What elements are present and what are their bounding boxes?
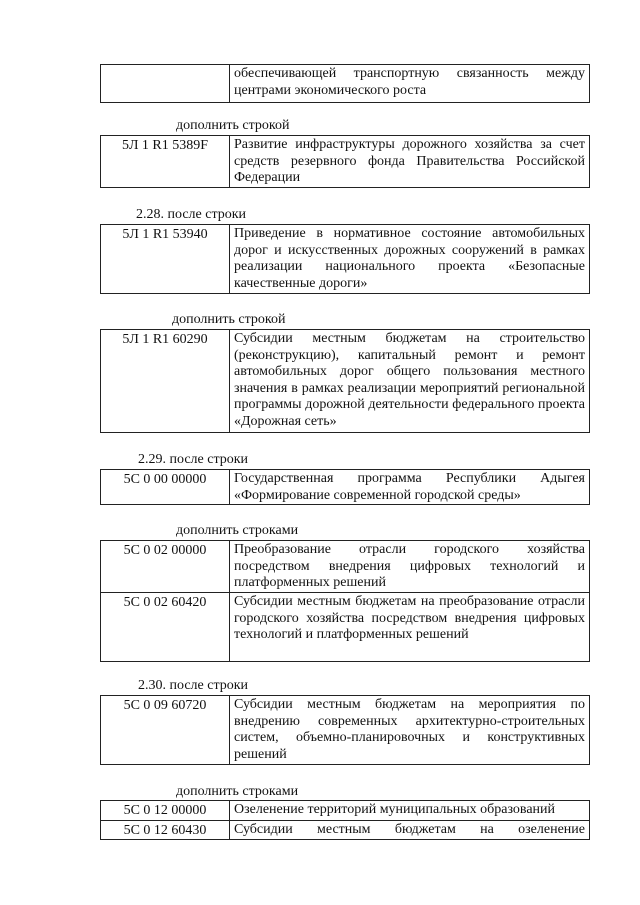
table-row [101, 801, 590, 821]
code-cell: 5Л 1 R1 5389F [101, 136, 230, 188]
description-cell: Государственная программа Республики Адыгея «Формирование современной городской среды» [230, 470, 590, 505]
description-cell: Преобразование отрасли городского хозяйства посредством внедрения цифровых технологий и платформенных решений [230, 541, 590, 593]
description-cell: Субсидии местным бюджетам на мероприятия по внедрению современных архитектурно-строительных систем, объемно-планировочных и конструктивных решений [230, 696, 590, 765]
budget-table [100, 329, 590, 433]
code-cell [101, 65, 230, 103]
code-cell: 5С 0 12 00000 [101, 801, 230, 821]
budget-table-continuation [100, 64, 590, 103]
table-row [101, 820, 590, 840]
table-row [101, 330, 590, 433]
code-cell: 5С 0 00 00000 [101, 470, 230, 505]
budget-table [100, 224, 590, 294]
description-cell: обеспечивающей транспортную связанность между центрами экономического роста [230, 65, 590, 103]
budget-table [100, 800, 590, 840]
instruction-label: дополнить строками [176, 523, 299, 538]
instruction-label: дополнить строкой [172, 312, 286, 327]
table-row [101, 696, 590, 765]
table-row [101, 65, 590, 103]
table-row [101, 593, 590, 662]
instruction-label: 2.29. после строки [138, 452, 249, 467]
table-row [101, 541, 590, 593]
description-cell: Субсидии местным бюджетам на преобразование отрасли городского хозяйства посредством внедрения цифровых технологий и платформенных решений [230, 593, 590, 662]
description-cell: Субсидии местным бюджетам на озеленение [230, 820, 590, 840]
budget-table [100, 540, 590, 662]
code-cell: 5С 0 02 60420 [101, 593, 230, 662]
budget-table [100, 695, 590, 765]
code-cell: 5С 0 09 60720 [101, 696, 230, 765]
table-row [101, 470, 590, 505]
budget-table [100, 469, 590, 505]
instruction-label: 2.30. после строки [138, 678, 249, 693]
code-cell: 5С 0 02 00000 [101, 541, 230, 593]
instruction-label: 2.28. после строки [136, 207, 247, 222]
description-cell: Субсидии местным бюджетам на строительство (реконструкцию), капитальный ремонт и ремонт автомобильных дорог общего пользования местного значения в рамках реализации мероприятий региональной программы дорожной деятельности федерального проекта «Дорожная сеть» [230, 330, 590, 433]
description-cell: Приведение в нормативное состояние автомобильных дорог и искусственных дорожных сооружений в рамках реализации национального проекта «Безопасные качественные дороги» [230, 225, 590, 294]
code-cell: 5С 0 12 60430 [101, 820, 230, 840]
table-row [101, 225, 590, 294]
code-cell: 5Л 1 R1 60290 [101, 330, 230, 433]
instruction-label: дополнить строкой [176, 118, 290, 133]
budget-table [100, 135, 590, 188]
table-row [101, 136, 590, 188]
instruction-label: дополнить строками [176, 784, 299, 799]
code-cell: 5Л 1 R1 53940 [101, 225, 230, 294]
description-cell: Озеленение территорий муниципальных образований [230, 801, 590, 821]
description-cell: Развитие инфраструктуры дорожного хозяйства за счет средств резервного фонда Правительства Российской Федерации [230, 136, 590, 188]
